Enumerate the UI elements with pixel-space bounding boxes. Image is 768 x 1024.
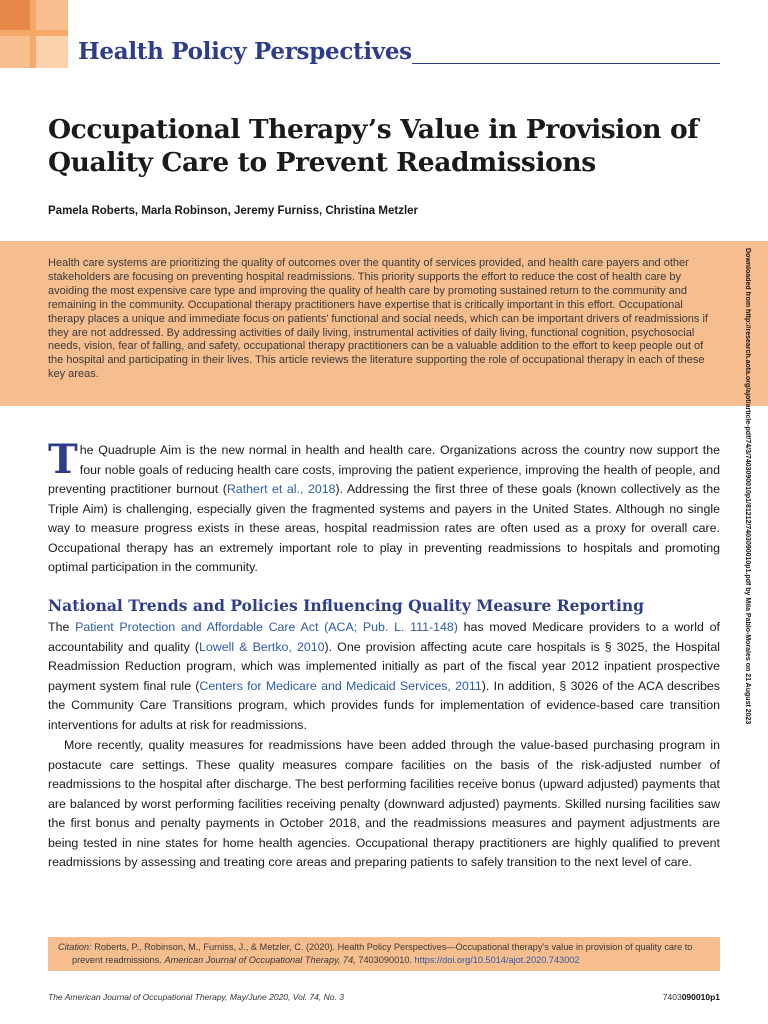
series-title: Health Policy Perspectives (78, 38, 412, 65)
abstract-text: Health care systems are prioritizing the quality of outcomes over the quantity of services provided, and health care payers and other stakeholders are focusing on preventing hospital readmissions. This priority supports the effort to reduce the cost of health care by avoiding the most expensive care type and improving the quality of health care by promoting sustained return to the community and remaining in the community. Occupational therapy practitioners have expertise that is critically important in this effort. Occupational therapy places a unique and immediate focus on patients’ functional and social needs, which can be important drivers of readmissions if they are not addressed. By addressing activities of daily living, instrumental activities of daily living, functional cognition, psychosocial needs, vision, fear of falling, and safety, occupational therapy practitioners can be a valuable addition to the effort to keep people out of the hospital and participating in their lives. This article reviews the literature supporting the role of occupational therapy in each of these key areas. (48, 257, 708, 381)
citation-body-2: 7403090010. (355, 955, 415, 965)
citation-label: Citation: (58, 942, 92, 952)
citation-link-rathert[interactable]: Rathert et al., 2018 (226, 482, 336, 496)
page-id-prefix: 7403 (662, 992, 682, 1002)
footer-journal: The American Journal of Occupational Therapy, May/June 2020, Vol. 74, No. 3 (48, 992, 344, 1002)
section-paragraph-2: More recently, quality measures for readmissions have been added through the value-based purchasing program in postacute care settings. These quality measures compare facilities on the basis of the risk-adjusted number of readmissions to the hospital after discharge. The best performing facilities receive bonus (upward adjusted) payments that are balanced by worst performing facilities receiving penalty (downward adjusted) payments. Skilled nursing facilities saw the first bonus and penalty payments in October 2018, and the readmissions measures and payment adjustments are being tested in nine states for home health agencies. Occupational therapy practitioners are highly qualified to prevent readmissions by assessing and treating core areas and preparing patients to safely transition to the next level of care. (48, 738, 720, 869)
para-text: ). In addition, § 3026 of the ACA describes the Community Care Transitions program, which provides funds for implementation of evidence-based care transition interventions for adults at risk for readmissions. (48, 678, 720, 732)
section-heading: National Trends and Policies Influencing Quality Measure Reporting (48, 596, 644, 615)
citation-link-cms[interactable]: Centers for Medicare and Medicaid Services, 2011 (199, 678, 482, 693)
intro-text-a: he Quadruple Aim is the new normal in health and health care. Organizations across the country now support the four noble goals of reducing health care costs, improving the patient experience, improving the health of people, and preventing practitioner burnout ( (48, 443, 720, 496)
intro-paragraph (48, 436, 720, 578)
para-text: ). One provision affecting acute care hospitals is § 3025, the Hospital Readmission Reduction program, which was implemented initially as part of the fiscal year 2012 inpatient prospective payment system final rule ( (48, 639, 720, 693)
citation-text (58, 941, 710, 967)
para-text: has moved Medicare providers to a world of accountability and quality ( (48, 620, 721, 654)
download-watermark: Downloaded from http://research.aota.org/ajot/article-pdf/74/3/7403090010p1/81212/7403090010p1.pdf by Mila Pablo-Morales on 21 August 2023 (744, 248, 751, 725)
citation-body: Roberts, P., Robinson, M., Furniss, J., & Metzler, C. (2020). Health Policy Perspectives—Occupational therapy’s value in provision of quality care to prevent readmissions. (72, 942, 693, 965)
drop-cap: T (48, 436, 78, 483)
journal-logo (0, 0, 68, 68)
article-title: Occupational Therapy’s Value in Provision of Quality Care to Prevent Readmissions (48, 114, 699, 178)
section-paragraph-1 (48, 618, 720, 735)
author-list: Pamela Roberts, Marla Robinson, Jeremy Furniss, Christina Metzler (48, 205, 419, 217)
series-title-rule (412, 63, 720, 64)
citation-link-lowell[interactable]: Lowell & Bertko, 2010 (199, 639, 325, 654)
citation-box (48, 937, 720, 971)
para-text: The (48, 620, 76, 634)
doi-link[interactable]: https://doi.org/10.5014/ajot.2020.743002 (414, 955, 580, 965)
page-id-number: 090010p1 (681, 992, 720, 1002)
citation-journal: American Journal of Occupational Therapy, 74, (164, 955, 356, 965)
footer-page-id (663, 992, 720, 1002)
citation-link-aca[interactable]: Patient Protection and Affordable Care Act (ACA; Pub. L. 111-148) (75, 620, 458, 634)
intro-text-b: ). Addressing the first three of these goals (known collectively as the Triple Aim) is challenging, especially given the fragmented systems and payers in the United States. Although no single way to measure progress exists in these areas, hospital readmission rates are often used as a proxy for overall care. Occupational therapy has an extremely important role to play in preventing readmissions to hospitals and promoting optimal participation in the community. (48, 482, 720, 574)
